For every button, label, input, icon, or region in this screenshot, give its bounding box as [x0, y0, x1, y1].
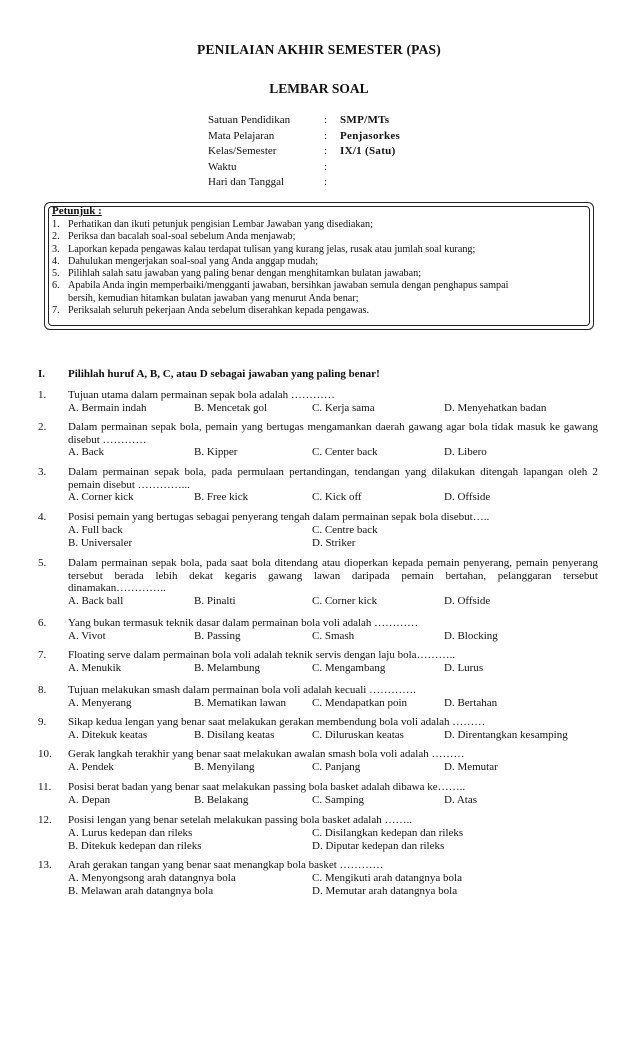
info-colon: :: [324, 145, 328, 157]
option-a: A. Lurus kedepan dan rileks: [68, 826, 193, 839]
option-a: A. Full back: [68, 523, 123, 536]
option-b: B. Mematikan lawan: [194, 696, 286, 709]
option-b: B. Kipper: [194, 446, 238, 458]
instruction-rule-continuation: [52, 293, 588, 305]
question-text: Arah gerakan tangan yang benar saat menangkap bola basket …………: [68, 859, 384, 871]
question-number: 5.: [38, 557, 47, 569]
info-value: IX/1 (Satu): [340, 145, 396, 157]
answer-options: [68, 840, 598, 853]
rule-text: bersih, kemudian hitamkan bulatan jawaban yang menurut Anda benar;: [68, 292, 359, 304]
question-number: 13.: [38, 859, 52, 871]
page-title: PENILAIAN AKHIR SEMESTER (PAS): [197, 42, 441, 57]
rule-number: 6.: [52, 280, 60, 292]
option-c: C. Corner kick: [312, 594, 378, 607]
info-value: SMP/MTs: [340, 114, 390, 126]
option-c: C. Diluruskan keatas: [312, 728, 404, 741]
question-number: 12.: [38, 814, 52, 826]
option-b: B. Free kick: [194, 491, 249, 503]
answer-options: [68, 491, 598, 504]
info-label: Hari dan Tanggal: [208, 176, 285, 188]
option-d: D. Offside: [444, 491, 491, 503]
rule-number: 5.: [52, 268, 60, 280]
instructions-content: [52, 205, 588, 317]
option-d: D. Offside: [444, 594, 491, 607]
option-c: C. Samping: [312, 793, 364, 806]
question-number: 4.: [38, 511, 47, 523]
option-a: A. Ditekuk keatas: [68, 728, 148, 741]
rule-text: Laporkan kepada pengawas kalau terdapat tulisan yang kurang jelas, rusak atau jumlah soal kurang;: [68, 243, 476, 255]
option-c: C. Smash: [312, 629, 355, 642]
page-subtitle: LEMBAR SOAL: [269, 81, 369, 96]
option-c: C. Mengikuti arah datangnya bola: [312, 871, 462, 884]
rule-text: Apabila Anda ingin memperbaiki/mengganti jawaban, bersihkan jawaban semula dengan penghapus sampai: [68, 280, 509, 292]
rule-number: 3.: [52, 243, 60, 255]
option-d: D. Bertahan: [444, 696, 498, 709]
answer-options: [68, 595, 598, 608]
option-b: B. Passing: [194, 629, 241, 642]
question-number: 11.: [38, 781, 52, 793]
question-text: Tujuan melakukan smash dalam permainan bola voli adalah kecuali ………….: [68, 684, 416, 696]
answer-options: [68, 697, 598, 710]
question-text: Tujuan utama dalam permainan sepak bola adalah …………: [68, 389, 335, 401]
question-item: [38, 649, 598, 675]
info-value: Penjasorkes: [340, 129, 401, 142]
question-number: 2.: [38, 421, 47, 433]
question-number: 3.: [38, 466, 47, 478]
question-text: Yang bukan termasuk teknik dasar dalam permainan bola voli adalah …………: [68, 617, 419, 629]
info-label: Satuan Pendidikan: [208, 114, 291, 126]
option-c: C. Panjang: [312, 760, 361, 773]
option-b: B. Pinalti: [194, 594, 236, 607]
option-c: C. Kerja sama: [312, 401, 375, 414]
answer-options: [68, 885, 598, 898]
option-d: D. Lurus: [444, 661, 484, 674]
rule-text: Perhatikan dan ikuti petunjuk pengisian Lembar Jawaban yang disediakan;: [68, 219, 373, 230]
question-item: [38, 617, 598, 643]
question-text: Posisi berat badan yang benar saat melakukan passing bola basket adalah dibawa ke……..: [68, 781, 466, 793]
rule-text: Periksa dan bacalah soal-soal sebelum Anda menjawab;: [68, 231, 296, 243]
option-b: B. Belakang: [194, 793, 249, 806]
option-a: A. Back ball: [68, 594, 124, 607]
option-b: B. Universaler: [68, 536, 133, 549]
instruction-rule: [52, 244, 588, 256]
question-item: [38, 466, 598, 504]
section-instruction: Pilihlah huruf A, B, C, atau D sebagai jawaban yang paling benar!: [68, 368, 380, 380]
option-a: A. Bermain indah: [68, 401, 147, 414]
option-d: D. Memutar: [444, 760, 498, 773]
answer-options: [68, 630, 598, 643]
rule-number: 4.: [52, 255, 60, 267]
option-a: A. Pendek: [68, 760, 114, 773]
option-c: C. Kick off: [312, 491, 362, 503]
answer-options: [68, 729, 598, 742]
question-text: Gerak langkah terakhir yang benar saat melakukan awalan smash bola voli adalah ………: [68, 748, 465, 760]
info-row-school: [208, 114, 400, 130]
info-label: Kelas/Semester: [208, 145, 277, 157]
question-text: Sikap kedua lengan yang benar saat melakukan gerakan membendung bola voli adalah ………: [68, 716, 486, 728]
question-text: Dalam permainan sepak bola, pada saat bola ditendang atau dioperkan kepada pemain penyerang, pemain penyerang tersebut berada lebih dekat kegaris gawang lawan daripada pemain bertahan, pelanggaran tersebut dinamakan…………..: [68, 557, 598, 594]
option-b: B. Disilang keatas: [194, 728, 275, 741]
option-b: B. Melawan arah datangnya bola: [68, 884, 214, 897]
instruction-rule: [52, 219, 588, 231]
question-item: [38, 389, 598, 415]
question-item: [38, 421, 598, 459]
instruction-rule: [52, 280, 588, 292]
instruction-rule: [52, 256, 588, 268]
rule-number: 1.: [52, 219, 60, 230]
question-number: 1.: [38, 389, 47, 401]
option-a: A. Corner kick: [68, 491, 134, 503]
question-item: [38, 716, 598, 742]
question-number: 7.: [38, 649, 47, 661]
option-c: C. Centre back: [312, 523, 378, 536]
info-row-class: [208, 145, 400, 161]
option-d: D. Direntangkan kesamping: [444, 728, 568, 741]
section-number: I.: [38, 368, 46, 380]
info-colon: :: [324, 160, 328, 173]
info-label: Waktu: [208, 160, 237, 173]
info-row-time: [208, 161, 400, 177]
option-a: A. Menukik: [68, 661, 122, 674]
question-text: Posisi pemain yang bertugas sebagai penyerang tengah dalam permainan sepak bola disebut…..: [68, 511, 490, 523]
answer-options: [68, 872, 598, 885]
option-a: A. Menyongsong arah datangnya bola: [68, 871, 236, 884]
info-colon: :: [324, 176, 328, 188]
option-c: C. Mengambang: [312, 661, 386, 674]
answer-options: [68, 794, 598, 807]
question-text: Posisi lengan yang benar setelah melakukan passing bola basket adalah ……..: [68, 814, 412, 826]
question-item: [38, 859, 598, 898]
option-d: D. Striker: [312, 536, 356, 549]
option-d: D. Diputar kedepan dan rileks: [312, 839, 445, 852]
option-b: B. Mencetak gol: [194, 401, 268, 414]
answer-options: [68, 662, 598, 675]
question-text: Floating serve dalam permainan bola voli adalah teknik servis dengan laju bola………..: [68, 649, 456, 661]
question-number: 10.: [38, 748, 52, 760]
info-label: Mata Pelajaran: [208, 129, 275, 142]
option-a: A. Back: [68, 446, 105, 458]
question-item: [38, 511, 598, 550]
question-number: 6.: [38, 617, 47, 629]
identity-table: [208, 114, 400, 192]
info-row-subject: [208, 130, 400, 146]
option-b: B. Melambung: [194, 661, 260, 674]
answer-options: [68, 402, 598, 415]
option-d: D. Blocking: [444, 629, 498, 642]
answer-options: [68, 761, 598, 774]
instruction-rule: [52, 268, 588, 280]
question-text: Dalam permainan sepak bola, pemain yang bertugas mengamankan daerah gawang agar bola tidak masuk ke gawang disebut …………: [68, 421, 598, 446]
option-d: D. Libero: [444, 446, 487, 458]
option-c: C. Disilangkan kedepan dan rileks: [312, 826, 464, 839]
info-colon: :: [324, 114, 328, 126]
option-d: D. Atas: [444, 793, 477, 806]
option-c: C. Mendapatkan poin: [312, 696, 408, 709]
option-b: B. Menyilang: [194, 760, 255, 773]
question-item: [38, 814, 598, 853]
info-colon: :: [324, 129, 328, 142]
instructions-heading: Petunjuk :: [52, 205, 102, 217]
question-item: [38, 781, 598, 807]
rule-text: Dahulukan mengerjakan soal-soal yang Anda anggap mudah;: [68, 255, 319, 267]
answer-options: [68, 827, 598, 840]
option-b: B. Ditekuk kedepan dan rileks: [68, 839, 202, 852]
option-a: A. Vivot: [68, 629, 106, 642]
question-item: [38, 748, 598, 774]
info-row-date: [208, 176, 400, 192]
option-a: A. Menyerang: [68, 696, 132, 709]
rule-text: Periksalah seluruh pekerjaan Anda sebelum diserahkan kepada pengawas.: [68, 305, 369, 317]
answer-options: [68, 537, 598, 550]
option-a: A. Depan: [68, 793, 111, 806]
rule-text: Pilihlah salah satu jawaban yang paling benar dengan menghitamkan bulatan jawaban;: [68, 268, 422, 280]
question-number: 9.: [38, 716, 47, 728]
instruction-rule: [52, 231, 588, 243]
question-item: [38, 557, 598, 608]
section-heading: [38, 368, 380, 380]
option-c: C. Center back: [312, 446, 378, 458]
answer-options: [68, 524, 598, 537]
rule-number: 2.: [52, 231, 60, 243]
question-item: [38, 684, 598, 710]
question-text: Dalam permainan sepak bola, pada permulaan pertandingan, tendangan yang dilakukan ditengah lapangan oleh 2 pemain disebut …………...: [68, 466, 598, 491]
rule-number: 7.: [52, 305, 60, 317]
option-d: D. Memutar arah datangnya bola: [312, 884, 458, 897]
option-d: D. Menyehatkan badan: [444, 401, 547, 414]
question-number: 8.: [38, 684, 47, 696]
answer-options: [68, 446, 598, 459]
instruction-rule: [52, 305, 588, 317]
